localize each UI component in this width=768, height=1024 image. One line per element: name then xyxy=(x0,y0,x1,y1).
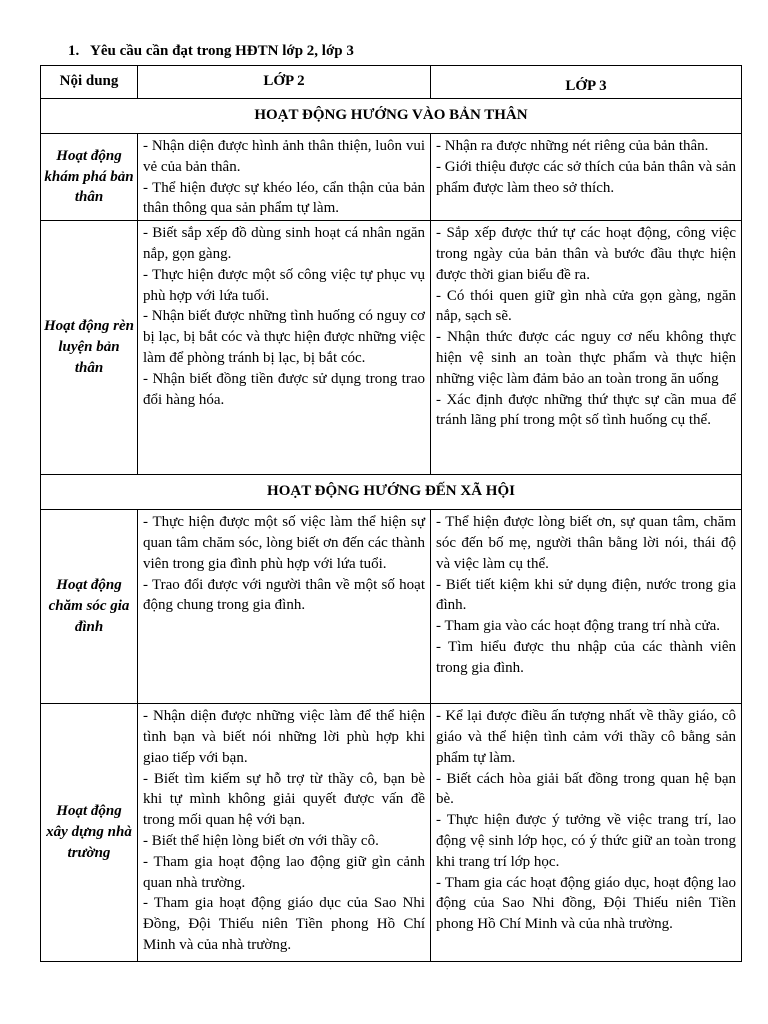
list-item: - Tìm hiểu được thu nhập của các thành viên trong gia đình. xyxy=(436,638,736,676)
requirements-table xyxy=(40,65,742,962)
header-lop-3: LỚP 3 xyxy=(431,66,742,99)
list-item: - Nhận diện được hình ảnh thân thiện, luôn vui vẻ của bản thân. xyxy=(143,138,425,175)
list-item: - Có thói quen giữ gìn nhà cửa gọn gàng, ngăn nắp, sạch sẽ. xyxy=(436,287,736,325)
table-row xyxy=(41,134,742,221)
list-item: - Biết cách hòa giải bất đồng trong quan hệ bạn bè. xyxy=(436,770,736,808)
list-item: - Xác định được những thứ thực sự cần mua để tránh lãng phí trong một số tình huống cụ thể. xyxy=(436,391,736,429)
table-row xyxy=(41,704,742,962)
list-item: - Tham gia vào các hoạt động trang trí nhà cửa. xyxy=(436,618,720,635)
list-item: - Trao đổi được với người thân về một số hoạt động chung trong gia đình. xyxy=(143,576,425,614)
list-item: - Biết sắp xếp đồ dùng sinh hoạt cá nhân ngăn nắp, gọn gàng. xyxy=(143,225,425,262)
list-item: - Biết thể hiện lòng biết ơn với thầy cô. xyxy=(143,832,379,849)
list-item: - Sắp xếp được thứ tự các hoạt động, công việc trong ngày của bản thân và bước đầu thực hiện được thời gian biểu đề ra. xyxy=(436,225,736,283)
lop3-cell xyxy=(431,704,742,962)
section-row xyxy=(41,475,742,510)
header-lop-2: LỚP 2 xyxy=(138,66,431,99)
list-item: - Nhận thức được các nguy cơ nếu không thực hiện vệ sinh an toàn thực phẩm và thực hiện những việc làm đảm bảo an toàn trong ăn uống xyxy=(436,329,736,387)
list-item: - Tham gia hoạt động lao động giữ gìn cảnh quan nhà trường. xyxy=(143,853,425,891)
row-topic: Hoạt động khám phá bản thân xyxy=(41,134,138,221)
list-item: - Thể hiện được lòng biết ơn, sự quan tâm, chăm sóc đến bố mẹ, người thân bằng lời nói, thái độ và việc làm cụ thể. xyxy=(436,514,736,572)
list-item: - Tham gia hoạt động giáo dục của Sao Nhi Đồng, Đội Thiếu niên Tiền phong Hồ Chí Minh và của nhà trường. xyxy=(143,895,425,953)
lop2-cell xyxy=(138,134,431,221)
list-item: - Nhận diện được những việc làm để thể hiện tình bạn và biết nói những lời phù hợp khi giao tiếp với bạn. xyxy=(143,708,425,766)
table-row xyxy=(41,510,742,704)
list-item: - Kể lại được điều ấn tượng nhất về thầy giáo, cô giáo và thể hiện tình cảm với thầy cô bằng sản phẩm tự làm. xyxy=(436,708,736,766)
lop3-cell xyxy=(431,510,742,704)
list-item: - Nhận ra được những nét riêng của bản thân. xyxy=(436,138,709,154)
row-topic: Hoạt động rèn luyện bản thân xyxy=(41,221,138,475)
list-item: - Nhận biết đồng tiền được sử dụng trong trao đổi hàng hóa. xyxy=(143,370,425,408)
row-topic: Hoạt động xây dựng nhà trường xyxy=(41,704,138,962)
section-title: HOẠT ĐỘNG HƯỚNG ĐẾN XÃ HỘI xyxy=(41,475,742,510)
section-title: HOẠT ĐỘNG HƯỚNG VÀO BẢN THÂN xyxy=(41,99,742,134)
list-item: - Tham gia các hoạt động giáo dục, hoạt động lao động của Sao Nhi đồng, Đội Thiếu niên Tiền phong Hồ Chí Minh và của nhà trường. xyxy=(436,874,736,933)
table-header-row xyxy=(41,66,742,99)
list-item: - Biết tiết kiệm khi sử dụng điện, nước trong gia đình. xyxy=(436,576,736,614)
list-item: - Thực hiện được ý tưởng về việc trang trí, lao động vệ sinh lớp học, có ý thức giữ an toàn trong khi trang trí lớp học. xyxy=(436,812,736,870)
document-heading xyxy=(68,43,354,60)
table-row xyxy=(41,221,742,475)
section-row xyxy=(41,99,742,134)
lop2-cell xyxy=(138,704,431,962)
row-topic: Hoạt động chăm sóc gia đình xyxy=(41,510,138,704)
header-noi-dung: Nội dung xyxy=(41,66,138,99)
list-item: - Nhận biết được những tình huống có nguy cơ bị lạc, bị bắt cóc và thực hiện được những việc làm để phòng tránh bị lạc, bị bắt cóc. xyxy=(143,308,425,366)
heading-text: Yêu cầu cần đạt trong HĐTN lớp 2, lớp 3 xyxy=(90,43,354,59)
list-item: - Biết tìm kiếm sự hỗ trợ từ thầy cô, bạn bè khi tự mình không giải quyết được vấn đề trong mối quan hệ với bạn. xyxy=(143,770,425,829)
list-item: - Thực hiện được một số việc làm thể hiện sự quan tâm chăm sóc, lòng biết ơn đến các thành viên trong gia đình phù hợp với lứa tuổi. xyxy=(143,514,425,572)
lop2-cell xyxy=(138,221,431,475)
lop3-cell xyxy=(431,221,742,475)
list-item: - Thể hiện được sự khéo léo, cẩn thận của bản thân thông qua sản phẩm tự làm. xyxy=(143,179,425,217)
lop2-cell xyxy=(138,510,431,704)
list-item: - Thực hiện được một số công việc tự phục vụ phù hợp với lứa tuổi. xyxy=(143,266,425,304)
list-item: - Giới thiệu được các sở thích của bản thân và sản phẩm được làm theo sở thích. xyxy=(436,158,736,196)
lop3-cell xyxy=(431,134,742,221)
heading-number: 1. xyxy=(68,43,80,59)
